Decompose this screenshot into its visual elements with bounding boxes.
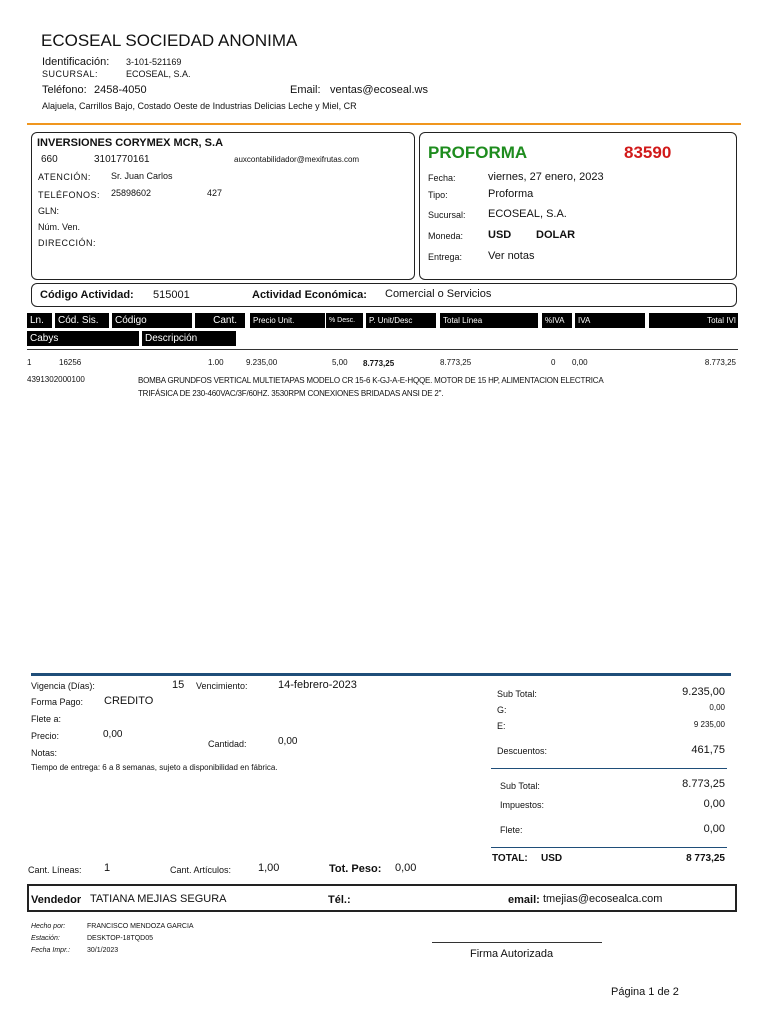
station-label: Estación:: [31, 935, 60, 942]
col-header-total-linea: Total Línea: [440, 313, 538, 328]
seller-email-label: email:: [508, 894, 540, 906]
cell-total-linea: 8.773,25: [440, 358, 472, 367]
articles-count-label: Cant. Artículos:: [170, 865, 232, 875]
signature-line: [432, 942, 602, 943]
table-header-rule: [27, 349, 738, 350]
activity-box: [31, 283, 737, 307]
client-attention-value: Sr. Juan Carlos: [111, 171, 173, 181]
station-value: DESKTOP-18TQD05: [87, 935, 154, 942]
cell-precio-unit: 9.235,00: [246, 358, 278, 367]
header-accent-rule: [27, 123, 741, 125]
company-name: ECOSEAL SOCIEDAD ANONIMA: [41, 31, 298, 50]
lines-count-label: Cant. Líneas:: [28, 865, 82, 875]
quantity-label: Cantidad:: [208, 739, 247, 749]
total-value: 8 773,25: [686, 853, 725, 864]
subtotal2-label: Sub Total:: [500, 781, 540, 791]
cell-pct-iva: 0: [551, 358, 556, 367]
e-value: 9 235,00: [693, 720, 725, 729]
doc-date-value: viernes, 27 enero, 2023: [488, 171, 604, 183]
freight-value: 0,00: [703, 823, 725, 835]
client-gln-label: GLN:: [38, 206, 60, 216]
made-by-label: Hecho por:: [31, 923, 66, 930]
company-branch-value: ECOSEAL, S.A.: [126, 69, 191, 79]
col-header-cant: Cant.: [195, 313, 245, 328]
payment-value: CREDITO: [104, 695, 154, 707]
cell-ln: 1: [27, 358, 32, 367]
activity-code-value: 515001: [153, 289, 190, 301]
taxes-value: 0,00: [703, 798, 725, 810]
activity-code-label: Código Actividad:: [40, 289, 134, 301]
col-header-p-unit-desc: P. Unit/Desc: [366, 313, 436, 328]
doc-number: 83590: [624, 143, 672, 162]
quantity-value: 0,00: [278, 736, 298, 747]
seller-name: TATIANA MEJIAS SEGURA: [90, 893, 227, 905]
client-code: 660: [41, 154, 58, 165]
col-header-precio-unit: Precio Unit.: [250, 313, 325, 328]
print-date-label: Fecha Impr.:: [31, 947, 71, 954]
client-attention-label: ATENCIÓN:: [38, 172, 91, 182]
doc-type-label: Tipo:: [428, 190, 448, 200]
seller-tel-label: Tél.:: [328, 894, 351, 906]
client-address-label: DIRECCIÓN:: [38, 238, 97, 248]
col-header-pct-iva: %IVA: [542, 313, 572, 328]
footer-top-rule: [31, 673, 731, 676]
client-phones-value: 25898602: [111, 188, 152, 198]
notes-text: Tiempo de entrega: 6 a 8 semanas, sujeto a disponibilidad en fábrica.: [31, 763, 278, 772]
print-date-value: 30/1/2023: [87, 947, 119, 954]
notes-label: Notas:: [31, 748, 58, 758]
g-value: 0,00: [709, 703, 725, 712]
company-id-label: Identificación:: [42, 56, 110, 68]
col-header-descripcion: Descripción: [142, 331, 236, 346]
client-phones-ext: 427: [207, 188, 223, 198]
discounts-value: 461,75: [691, 744, 725, 756]
doc-currency-label: Moneda:: [428, 231, 464, 241]
seller-email-value: tmejias@ecosealca.com: [543, 893, 663, 905]
doc-branch-label: Sucursal:: [428, 210, 466, 220]
validity-label: Vigencia (Días):: [31, 681, 95, 691]
company-email-label: Email:: [290, 84, 321, 96]
due-label: Vencimiento:: [196, 681, 248, 691]
company-phone-label: Teléfono:: [42, 84, 87, 96]
activity-econ-label: Actividad Económica:: [252, 289, 367, 301]
due-value: 14-febrero-2023: [278, 679, 357, 691]
cell-pct-desc: 5,00: [332, 358, 348, 367]
cell-cod-sis: 16256: [59, 358, 82, 367]
page-indicator: Página 1 de 2: [611, 986, 679, 998]
total-currency: USD: [541, 853, 563, 864]
cell-description-line1: BOMBA GRUNDFOS VERTICAL MULTIETAPAS MODELO CR 15-6 K-GJ-A-E-HQQE. MOTOR DE 15 HP, ALIMENTACION ELECTRICA: [138, 376, 604, 385]
activity-econ-value: Comercial o Servicios: [385, 288, 492, 300]
company-id-value: 3-101-521169: [126, 57, 182, 67]
company-phone-value: 2458-4050: [94, 84, 147, 96]
doc-delivery-value: Ver notas: [488, 250, 535, 262]
client-name: INVERSIONES CORYMEX MCR, S.A: [37, 137, 224, 149]
validity-value: 15: [172, 679, 185, 691]
made-by-value: FRANCISCO MENDOZA GARCIA: [87, 923, 194, 930]
client-tax-id: 3101770161: [94, 154, 150, 165]
lines-count-value: 1: [104, 862, 111, 874]
col-header-cabys: Cabys: [27, 331, 139, 346]
signature-label: Firma Autorizada: [470, 948, 554, 960]
client-seller-num-label: Núm. Ven.: [38, 222, 81, 232]
doc-date-label: Fecha:: [428, 173, 456, 183]
client-phones-label: TELÉFONOS:: [38, 190, 101, 200]
cell-cant: 1.00: [208, 358, 224, 367]
total-weight-value: 0,00: [395, 862, 417, 874]
e-label: E:: [497, 721, 506, 731]
cell-iva: 0,00: [572, 358, 588, 367]
doc-delivery-label: Entrega:: [428, 252, 463, 262]
seller-label: Vendedor: [31, 894, 82, 906]
company-address: Alajuela, Carrillos Bajo, Costado Oeste de Industrias Delicias Leche y Miel, CR: [42, 101, 357, 111]
g-label: G:: [497, 705, 507, 715]
payment-label: Forma Pago:: [31, 697, 84, 707]
cell-cabys: 4391302000100: [27, 375, 85, 384]
cell-description-line2: TRIFÁSICA DE 230-460VAC/3F/60HZ. 3530RPM CONEXIONES BRIDADAS ANSI DE 2".: [138, 389, 444, 398]
col-header-total-ivi: Total IVI: [649, 313, 738, 328]
discounts-label: Descuentos:: [497, 746, 548, 756]
col-header-iva: IVA: [575, 313, 645, 328]
price-label: Precio:: [31, 731, 60, 741]
freight-to-label: Flete a:: [31, 714, 62, 724]
doc-branch-value: ECOSEAL, S.A.: [488, 208, 567, 220]
freight-label: Flete:: [500, 825, 523, 835]
articles-count-value: 1,00: [258, 862, 280, 874]
col-header-ln: Ln.: [27, 313, 52, 328]
subtotal2-value: 8.773,25: [682, 778, 725, 790]
col-header-codigo: Código: [112, 313, 192, 328]
doc-type-value: Proforma: [488, 188, 534, 200]
cell-p-unit-desc: 8.773,25: [363, 359, 395, 368]
company-branch-label: SUCURSAL:: [42, 69, 99, 79]
doc-currency-code: USD: [488, 229, 512, 241]
subtotal-value: 9.235,00: [682, 686, 725, 698]
company-email-value: ventas@ecoseal.ws: [330, 84, 428, 96]
total-weight-label: Tot. Peso:: [329, 863, 382, 875]
col-header-cod-sis: Cód. Sis.: [55, 313, 109, 328]
total-rule: [491, 847, 727, 848]
price-value: 0,00: [103, 729, 123, 740]
cell-total-ivi: 8.773,25: [704, 358, 736, 367]
totals-rule: [491, 768, 727, 769]
subtotal-label: Sub Total:: [497, 689, 537, 699]
taxes-label: Impuestos:: [500, 800, 545, 810]
col-header-pct-desc: % Desc.: [326, 313, 363, 328]
doc-currency-name: DOLAR: [536, 229, 576, 241]
total-label: TOTAL:: [492, 853, 528, 864]
doc-title: PROFORMA: [428, 143, 528, 162]
client-email: auxcontabilidador@mexifrutas.com: [234, 155, 360, 164]
